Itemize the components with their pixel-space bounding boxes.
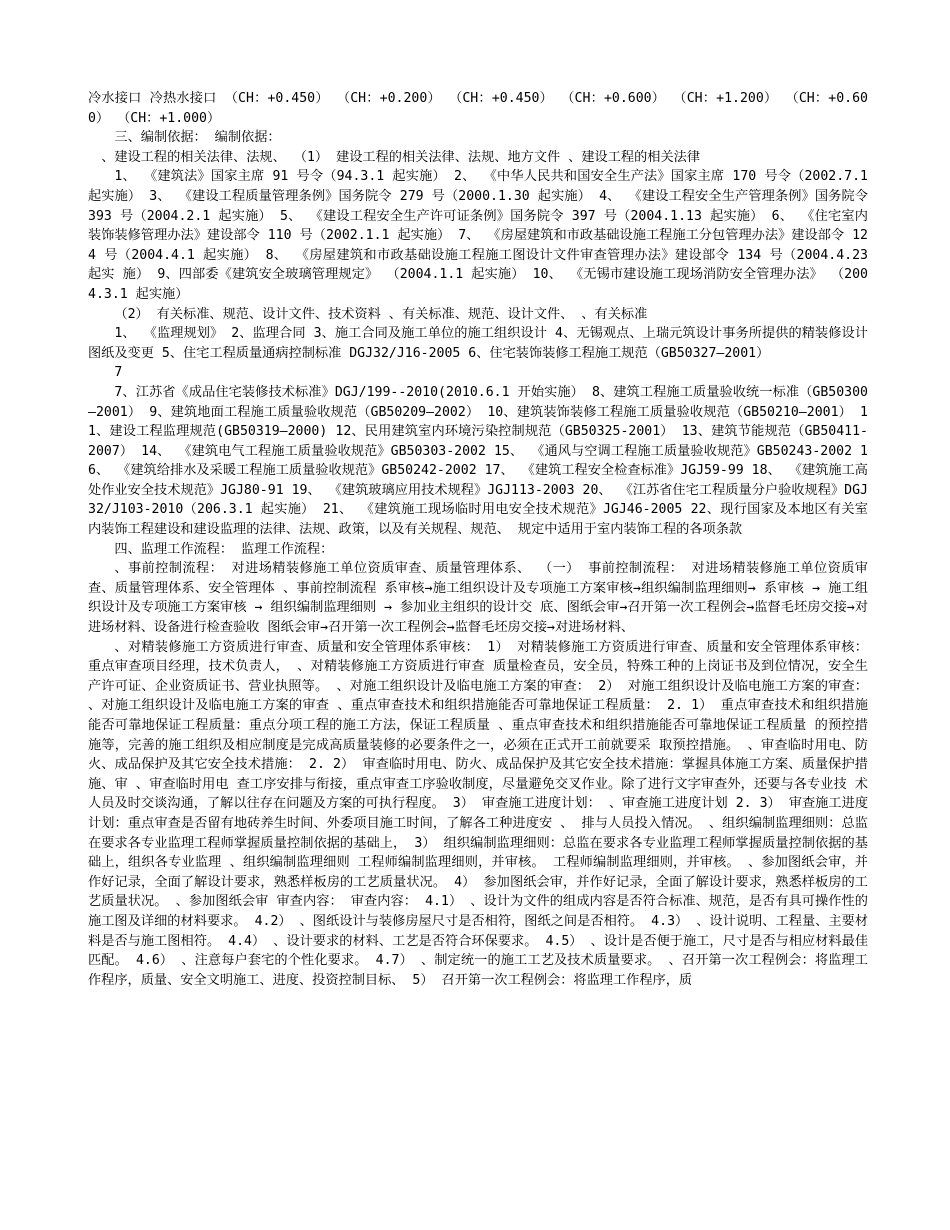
paragraph-standards-list-b: 7、江苏省《成品住宅装修技术标准》DGJ/199--2010(2010.6.1 开始实施） 8、建筑工程施工质量验收统一标准（GB50300—2001） 9、建筑地面工程施工质量验收规范（GB50209—2002） 10、建筑装饰装修工程施工质量验收规范（GB50210—2001） 11、建设工程监理规范(GB50319—2000) 12、民用建筑室内环境污染控制规范（GB50325-2001） 13、建筑节能规范（GB50411-2007） 14、 《建筑电气工程施工质量验收规范》GB50303-2002 15、 《通风与空调工程施工质量验收规范》GB50243-2002 16、 《建筑给排水及采暖工程施工质量验收规范》GB50242-2002 17、 《建筑工程安全检查标准》JGJ59-99 18、 《建筑施工高处作业安全技术规范》JGJ80-91 19、 《建筑玻璃应用技术规程》JGJ113-2003 20、 《江苏省住宅工程质量分户验收规程》DGJ32/J103-2010（206.3.1 起实施） 21、 《建筑施工现场临时用电安全技术规范》JGJ46-2005 22、现行国家及本地区有关室内装饰工程建设和建设监理的法律、法规、政策，以及有关规程、规范、 规定中适用于室内装饰工程的各项条款 [88,384,868,538]
paragraph-qualification-review: 、对精装修施工方资质进行审查、质量和安全管理体系审核： 1） 对精装修施工方资质进行审查、质量和安全管理体系审核： 重点审查项目经理，技术负责人， 、对精装修施工方资质进行审查 质量检查员，安全员，特殊工种的上岗证书及到位情况，安全生产许可证、企业资质证书、营业执照等。 、对施工组织设计及临电施工方案的审查： 2） 对施工组织设计及临电施工方案的审查： 、对施工组织设计及临电施工方案的审查 、重点审查技术和组织措施能否可靠地保证工程质量： 2. 1） 重点审查技术和组织措施能否可靠地保证工程质量：重点分项工程的施工方法，保证工程质量 、重点审查技术和组织措施能否可靠地保证工程质量 的预控措施等，完善的施工组织及相应制度是完成高质量装修的必要条件之一，必须在正式开工前就要采 取预控措施。 、审查临时用电、防火、成品保护及其它安全技术措施： 2. 2） 审查临时用电、防火、成品保护及其它安全技术措施：掌握具体施工方案、质量保护措施、审 、审查临时用电 查工序安排与衔接，重点审查工序验收制度，尽量避免交叉作业。除了进行文字审查外，还要与各专业技 术人员及时交谈沟通，了解以往存在问题及方案的可执行程度。 3） 审查施工进度计划： 、审查施工进度计划 2. 3） 审查施工进度计划：重点审查是否留有地砖养生时间、外委项目施工时间，了解各工种进度安 、 排与人员投入情况。 、组织编制监理细则：总监在要求各专业监理工程师掌握质量控制依据的基础上， 3） 组织编制监理细则：总监在要求各专业监理工程师掌握质量控制依据的基础上，组织各专业监理 、组织编制监理细则 工程师编制监理细则，并审核。 工程师编制监理细则，并审核。 、参加图纸会审，并作好记录，全面了解设计要求，熟悉样板房的工艺质量状况。 4） 参加图纸会审，并作好记录，全面了解设计要求，熟悉样板房的工艺质量状况。 、参加图纸会审 审查内容： 审查内容： 4.1） 、设计为文件的组成内容是否符合标准、规范，是否有具可操作性的施工图及详细的材料要求。 4.2） 、图纸设计与装修房屋尺寸是否相符，图纸之间是否相符。 4.3） 、设计说明、工程量、主要材料是否与施工图相符。 4.4） 、设计要求的材料、工艺是否符合环保要求。 4.5） 、设计是否便于施工，尺寸是否与相应材料最佳匹配。 4.6） 、注意每户套宅的个性化要求。 4.7） 、制定统一的施工工艺及技术质量要求。 、召开第一次工程例会：将监理工作程序，质量、安全文明施工、进度、投资控制目标、 5） 召开第一次工程例会：将监理工作程序，质 [88,639,868,988]
paragraph-laws-list: 1、 《建筑法》国家主席 91 号令（94.3.1 起实施） 2、 《中华人民共和国安全生产法》国家主席 170 号令（2002.7.1 起实施） 3、 《建设工程质量管理条例》国务院令 279 号（2000.1.30 起实施） 4、 《建设工程安全生产管理条例》国务院令 393 号（2004.2.1 起实施） 5、 《建设工程安全生产许可证条例》国务院令 397 号（2004.1.13 起实施） 6、 《住宅室内装饰装修管理办法》建设部令 110 号（2002.1.1 起实施） 7、 《房屋建筑和市政基础设施工程施工分包管理办法》建设部令 124 号（2004.4.1 起实施） 8、 《房屋建筑和市政基础设施工程施工图设计文件审查管理办法》建设部令 134 号（2004.4.23 起实 施） 9、四部委《建筑安全玻璃管理规定》 （2004.1.1 起实施） 10、 《无锡市建设施工现场消防安全管理办法》 （2004.3.1 起实施） [88,169,868,302]
paragraph-standards-list-a: 1、 《监理规划》 2、监理合同 3、施工合同及施工单位的施工组织设计 4、无锡观点、上瑞元筑设计事务所提供的精装修设计图纸及变更 5、住宅工程质量通病控制标准 DGJ32/J16-2005 6、住宅装饰装修工程施工规范（GB50327—2001） [88,326,868,361]
document-page [88,89,868,990]
heading-supervision-workflow: 四、监理工作流程： 监理工作流程： [114,541,334,557]
paragraph-laws-heading: 、建设工程的相关法律、法规、 （1） 建设工程的相关法律、法规、地方文件 、建设工程的相关法律 [101,149,701,165]
page-number: 7 [114,365,123,381]
paragraph-standards-heading: （2） 有关标准、规范、设计文件、技术资料 、有关标准、规范、设计文件、 、有关标准 [114,306,648,322]
paragraph-pre-control-flow: 、事前控制流程： 对进场精装修施工单位资质审查、质量管理体系、 （一） 事前控制流程： 对进场精装修施工单位资质审查、质量管理体系、安全管理体 、事前控制流程 系审核→施工组织设计及专项施工方案审核→组织编制监理细则→ 系审核 → 施工组织设计及专项施工方案审核 → 组织编制监理细则 → 参加业主组织的设计交 底、图纸会审→召开第一次工程例会→监督毛坯房交接→对进场材料、设备进行检查验收 图纸会审→召开第一次工程例会→监督毛坯房交接→对进场材料、 [88,561,869,636]
paragraph-water-interfaces: 冷水接口 冷热水接口 （CH：+0.450） （CH：+0.200） （CH：+0.450） （CH：+0.600） （CH：+1.200） （CH：+0.600） （CH：+1.000） [88,91,868,126]
heading-compilation-basis: 三、编制依据： 编制依据： [114,130,281,146]
